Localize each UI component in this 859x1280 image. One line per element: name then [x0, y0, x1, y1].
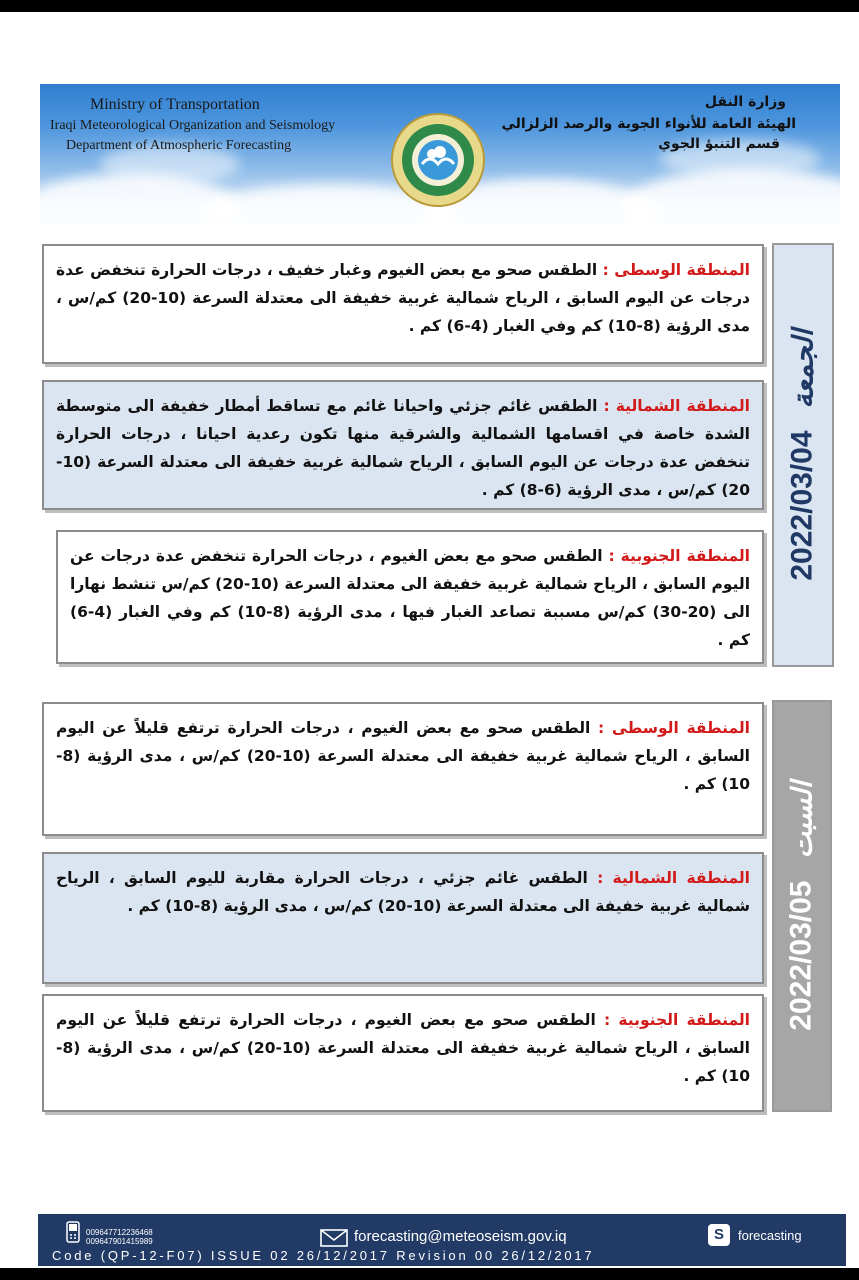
forecast-weekday: السبت	[786, 781, 818, 859]
english-heading	[50, 96, 335, 154]
forecast-day2-north	[42, 852, 764, 984]
ministry-name-ar: وزارة النقل	[704, 94, 786, 110]
arabic-heading	[501, 94, 796, 152]
organization-name-en: Iraqi Meteorological Organization and Seismology	[50, 118, 336, 133]
forecast-date: 2022/03/04	[786, 430, 819, 581]
date-band-day2	[772, 700, 832, 1112]
phone-number: 009647901415989	[86, 1237, 153, 1246]
forecast-text: الطقس غائم جزئي ، درجات الحرارة مقاربة لليوم السابق ، الرياح شمالية غربية خفيفة الى معتدلة السرعة (10-20) كم/س ، مدى الرؤية (8-10) كم .	[56, 869, 750, 915]
department-name-en: Department of Atmospheric Forecasting	[66, 138, 292, 153]
phone-icon	[66, 1221, 80, 1243]
region-label: المنطقة الوسطى :	[598, 719, 750, 737]
forecast-text: الطقس صحو مع بعض الغيوم ، درجات الحرارة تنخفض عدة درجات عن اليوم السابق ، الرياح شمالية غربية خفيفة الى معتدلة السرعة (10-20) كم/س تنشط نهارا الى (20-30) كم/س مسببة تصاعد الغبار فيها ، مدى الرؤية (8-10) كم وفي الغبار (4-6) كم .	[70, 547, 751, 649]
organization-name-ar: الهيئة العامة للأنواء الجوية والرصد الزلزالي	[501, 116, 796, 132]
phone-numbers	[86, 1228, 153, 1246]
forecast-text: الطقس صحو مع بعض الغيوم وغبار خفيف ، درجات الحرارة تنخفض عدة درجات عن اليوم السابق ، الرياح شمالية غربية خفيفة الى معتدلة السرعة (10-20) كم/س ، مدى الرؤية (8-10) كم وفي الغبار (4-6) كم .	[56, 261, 750, 335]
region-label: المنطقة الوسطى :	[602, 261, 750, 279]
forecast-day1-south	[56, 530, 764, 664]
skype-icon: S	[708, 1224, 730, 1246]
forecast-day2-south	[42, 994, 764, 1112]
forecast-day1-central	[42, 244, 764, 364]
forecast-text: الطقس صحو مع بعض الغيوم ، درجات الحرارة ترتفع قليلاً عن اليوم السابق ، الرياح شمالية غربية خفيفة الى معتدلة السرعة (10-20) كم/س ، مدى الرؤية (8-10) كم .	[56, 719, 750, 793]
envelope-icon	[320, 1229, 348, 1247]
skype-handle[interactable]: forecasting	[738, 1228, 802, 1243]
phone-number: 009647712236468	[86, 1228, 153, 1237]
region-label: المنطقة الجنوبية :	[608, 547, 750, 565]
forecast-day2-central	[42, 702, 764, 836]
contact-footer	[38, 1214, 846, 1266]
document-code: Code (QP-12-F07) ISSUE 02 26/12/2017 Revision 00 26/12/2017	[52, 1248, 595, 1263]
forecast-day1-north	[42, 380, 764, 510]
letterhead-banner	[40, 84, 840, 224]
date-band-day1	[772, 243, 834, 667]
contact-email[interactable]: forecasting@meteoseism.gov.iq	[354, 1228, 567, 1245]
region-label: المنطقة الجنوبية :	[604, 1011, 750, 1029]
forecast-date: 2022/03/05	[785, 880, 819, 1031]
organization-logo-icon	[390, 112, 486, 208]
forecast-text: الطقس صحو مع بعض الغيوم ، درجات الحرارة ترتفع قليلاً عن اليوم السابق ، الرياح شمالية غربية خفيفة الى معتدلة السرعة (10-20) كم/س ، مدى الرؤية (8-10) كم .	[56, 1011, 750, 1085]
region-label: المنطقة الشمالية :	[603, 397, 750, 415]
forecast-weekday: الجمعة	[787, 329, 819, 409]
bottom-border	[0, 1268, 859, 1280]
ministry-name-en: Ministry of Transportation	[90, 96, 260, 113]
department-name-ar: قسم التنبؤ الجوي	[658, 136, 780, 152]
forecast-text: الطقس غائم جزئي واحيانا غائم مع تساقط أمطار خفيفة الى متوسطة الشدة خاصة في اقسامها الشمالية والشرقية منها تكون رعدية احيانا ، درجات الحرارة تنخفض عدة درجات عن اليوم السابق ، الرياح شمالية غربية خفيفة الى معتدلة السرعة (10-20) كم/س ، مدى الرؤية (6-8) كم .	[56, 397, 750, 499]
region-label: المنطقة الشمالية :	[597, 869, 751, 887]
top-border	[0, 0, 859, 12]
